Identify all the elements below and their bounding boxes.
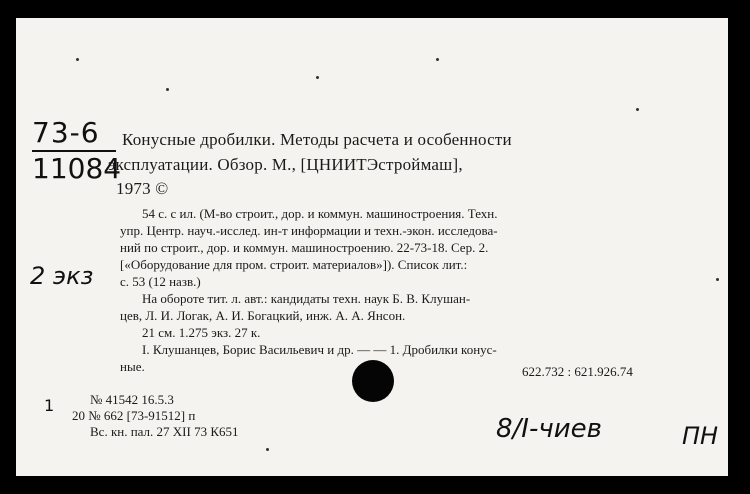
card-punch-hole (352, 360, 394, 402)
scan-speck (436, 58, 439, 61)
bottom-left-mark: 1 (44, 396, 55, 415)
registration-line-2: 20 № 662 [73-91512] п (72, 408, 196, 423)
registration-line-1: № 41542 16.5.3 (90, 392, 174, 407)
title-line-2: эксплуатации. Обзор. М., [ЦНИИТЭстроймаш], (108, 155, 463, 174)
desc-line-3: ний по строит., дор. и коммун. машиностроению. 22-73-18. Сер. 2. (120, 240, 489, 255)
margin-note: 2 экз (30, 262, 94, 290)
desc-line-4: [«Оборудование для пром. строит. материалов»]). Список лит.: (120, 257, 468, 272)
registration-line-3: Вс. кн. пал. 27 XII 73 К651 (90, 424, 239, 439)
desc-line-2: упр. Центр. науч.-исслед. ин-т информации и техн.-экон. исследова- (120, 223, 498, 238)
udc-classification: 622.732 : 621.926.74 (522, 364, 633, 379)
shelf-mark-top: 73-6 (32, 116, 100, 149)
subject-line-2: ные. (120, 359, 145, 374)
size-line: 21 см. 1.275 экз. 27 к. (142, 325, 261, 340)
desc-line-1: 54 с. с ил. (М-во строит., дор. и коммун. машиностроения. Техн. (142, 206, 498, 221)
subject-line-1: I. Клушанцев, Борис Васильевич и др. — — 1. Дробилки конус- (142, 342, 497, 357)
authors-line-1: На обороте тит. л. авт.: кандидаты техн. наук Б. В. Клушан- (142, 291, 471, 306)
scan-speck (636, 108, 639, 111)
scan-speck (266, 448, 269, 451)
authors-line-2: цев, Л. И. Логак, А. И. Богацкий, инж. А. А. Янсон. (120, 308, 406, 323)
shelf-mark-bottom: 11084 (32, 152, 122, 185)
corner-mark: ΠΗ (682, 422, 719, 450)
catalog-card (16, 18, 728, 476)
title-line-3: 1973 © (116, 179, 169, 198)
scan-speck (76, 58, 79, 61)
scan-speck (316, 76, 319, 79)
desc-line-5: с. 53 (12 назв.) (120, 274, 201, 289)
scan-speck (716, 278, 719, 281)
scan-speck (166, 88, 169, 91)
handwritten-signature: 8/I-чиев (496, 414, 602, 444)
title-line-1: Конусные дробилки. Методы расчета и особенности (122, 130, 512, 149)
